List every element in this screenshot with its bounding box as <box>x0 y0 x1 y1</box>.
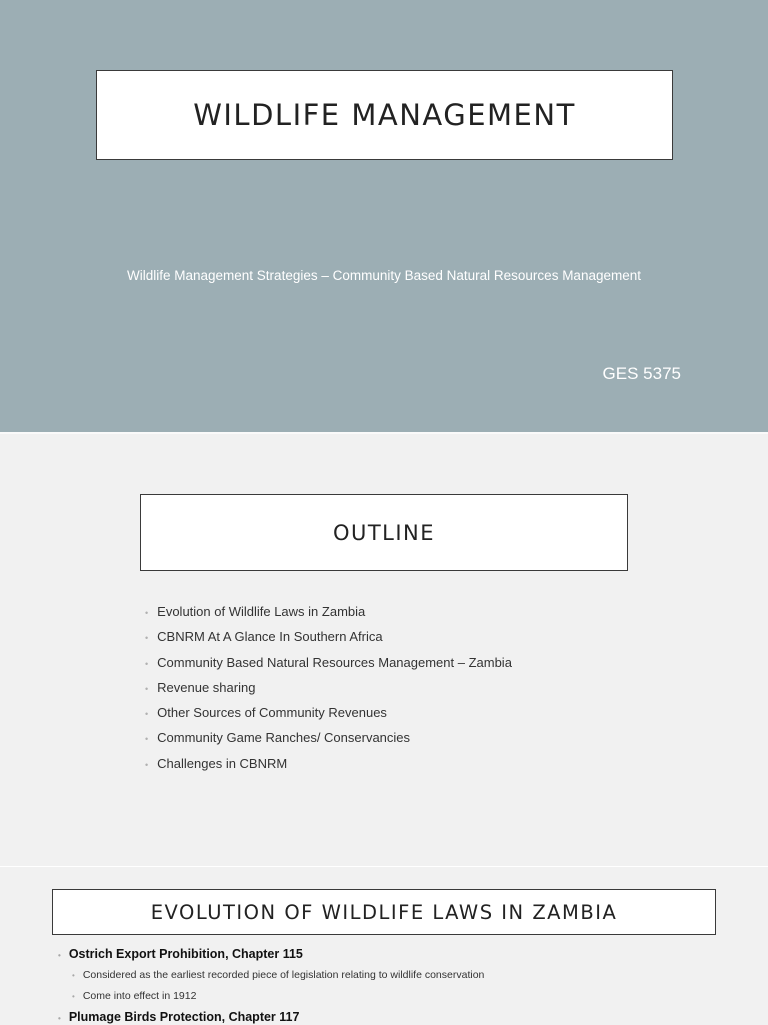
list-item <box>58 967 484 988</box>
bullet-icon: • <box>145 683 149 694</box>
list-item-text: Challenges in CBNRM <box>157 755 288 771</box>
outline-slide <box>0 432 768 866</box>
bullet-icon: • <box>145 658 149 669</box>
title-slide <box>0 0 768 432</box>
bullet-icon: • <box>145 709 149 720</box>
list-item <box>58 988 484 1009</box>
list-item <box>145 703 512 728</box>
bullet-icon: • <box>145 608 149 618</box>
list-item-text: Community Based Natural Resources Management – Zambia <box>157 654 512 670</box>
law-detail: Considered as the earliest recorded piece of legislation relating to wildlife conservation <box>82 969 485 981</box>
list-item <box>58 946 484 967</box>
list-item-text: CBNRM At A Glance In Southern Africa <box>157 629 383 645</box>
presentation-title: WILDLIFE MANAGEMENT <box>96 70 673 160</box>
bullet-icon: • <box>145 633 149 644</box>
outline-title: OUTLINE <box>140 494 628 571</box>
outline-list <box>145 602 512 779</box>
list-item <box>145 754 512 779</box>
bullet-icon: • <box>72 971 75 980</box>
bullet-icon: • <box>72 992 75 1001</box>
evolution-title: EVOLUTION OF WILDLIFE LAWS IN ZAMBIA <box>52 889 716 935</box>
bullet-icon: • <box>58 951 61 960</box>
list-item <box>145 627 512 652</box>
list-item-text: Community Game Ranches/ Conservancies <box>157 730 411 746</box>
bullet-icon: • <box>145 734 149 745</box>
presentation-subtitle: Wildlife Management Strategies – Community Based Natural Resources Management <box>127 268 641 283</box>
bullet-icon: • <box>58 1014 61 1023</box>
law-detail: Come into effect in 1912 <box>82 990 197 1002</box>
course-code: GES 5375 <box>602 364 681 383</box>
law-heading: Ostrich Export Prohibition, Chapter 115 <box>68 947 303 961</box>
evolution-content <box>58 946 484 1025</box>
list-item <box>145 653 512 678</box>
list-item-text: Other Sources of Community Revenues <box>157 705 387 721</box>
list-item-text: Evolution of Wildlife Laws in Zambia <box>157 604 366 619</box>
evolution-slide <box>0 866 768 1025</box>
list-item <box>58 1009 484 1025</box>
list-item <box>145 678 512 703</box>
bullet-icon: • <box>145 759 149 770</box>
law-heading: Plumage Birds Protection, Chapter 117 <box>68 1010 300 1024</box>
list-item-text: Revenue sharing <box>157 679 256 695</box>
list-item <box>145 602 512 627</box>
list-item <box>145 728 512 753</box>
